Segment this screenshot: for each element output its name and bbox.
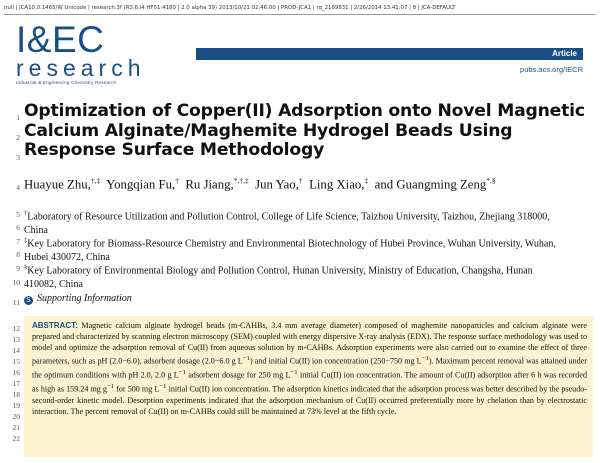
affiliation	[24, 261, 594, 291]
affiliation-line: Key Laboratory for Biomass-Resource Chemistry and Environmental Biotechnology of Hubei Province, Wuhan University, Wuhan,	[27, 238, 556, 250]
author-list	[24, 176, 594, 192]
abstract-text	[32, 320, 587, 417]
supporting-info-label: Supporting Information	[37, 293, 132, 304]
supporting-information-link[interactable]	[24, 293, 132, 305]
abstract-segment: initial Cu(II) ion concentration. The amount of Cu(II) adsorption after 6 h was recorded as high as 159.24 mg g	[32, 370, 587, 394]
abstract-superscript: −1	[159, 382, 167, 390]
abstract-superscript: −1	[421, 355, 429, 363]
author-name[interactable]: Jun Yao,	[255, 177, 299, 192]
logo-sub-text: research	[16, 55, 146, 81]
author-name[interactable]: Huayue Zhu,	[24, 177, 91, 192]
affiliation-mark: ‡	[24, 237, 28, 244]
line-number: 8	[16, 250, 20, 259]
line-number: 16	[12, 368, 20, 377]
line-number: 21	[12, 423, 20, 432]
author-name[interactable]: Ru Jiang,	[185, 177, 234, 192]
abstract-segment: ) and initial Cu(II) ion concentration (250−750 mg L	[249, 356, 422, 366]
author-affiliation-marks: †,‡	[90, 176, 101, 185]
line-number: 18	[12, 390, 20, 399]
abstract-segment: Magnetic calcium alginate hydrogel beads (m-CAHBs, 3.4 mm average diameter) composed of maghemite nanoparticles and calcium alginate were prepared and characterized by scanning electron microscopy (SEM) coupled with energy dispersive X-ray analysis (EDX). The response surface methodology was used to model and optimize the adsorption removal of Cu(II) from aqueous solution by m-CAHBs. Adsorption experiments were also carried out to examine the effect of three parameters, such as pH (2.0−6.0), adsorbent dosage (2.0−6.0 g L	[32, 321, 587, 366]
author-name[interactable]: Yongqian Fu,	[106, 177, 176, 192]
abstract-superscript: −1	[178, 369, 186, 377]
line-number: 12	[12, 324, 20, 333]
author-name[interactable]: and Guangming Zeng	[374, 177, 487, 192]
author-name[interactable]: Ling Xiao,	[309, 177, 365, 192]
logo-tagline: Industrial & Engineering Chemistry Research	[16, 80, 117, 85]
abstract-segment: adsorbent dosage for 250 mg L	[185, 370, 291, 380]
abstract-heading: ABSTRACT:	[32, 321, 78, 330]
line-number: 11	[12, 298, 20, 307]
journal-url-link[interactable]: pubs.acs.org/IECR	[520, 65, 583, 74]
header-divider	[4, 14, 596, 15]
abstract-segment: ). Maximum percent removal was attained under the optimum conditions with pH 2.0, 2.0 g L	[32, 356, 587, 380]
affiliation	[24, 234, 594, 264]
article-title: Optimization of Copper(II) Adsorption onto Novel Magnetic Calcium Alginate/Maghemite Hydrogel Beads Using Response Surface Methodology	[24, 101, 585, 160]
supporting-info-icon: S	[24, 296, 33, 305]
line-number: 13	[12, 335, 20, 344]
line-number: 9	[16, 264, 20, 273]
author-affiliation-marks: †	[175, 176, 179, 185]
line-number: 5	[16, 210, 20, 219]
affiliation-mark: †	[24, 210, 28, 217]
proof-header: null | JCA10.0.1465/W Unicode | research.3f (R3.6.i4 HF01:4180 | 2.0 alpha 39) 2013/10/21 02:46:00 | PROD-JCA1 | rq_2169831 | 2/26/2014 13:41:07 | 8 | JCA-DEFAULT	[4, 5, 456, 11]
affiliation-line: Hubei 430072, China	[24, 251, 110, 263]
journal-logo	[16, 21, 166, 83]
affiliation-line: China	[24, 224, 48, 236]
author-affiliation-marks: †	[298, 176, 303, 185]
article-type-label: Article	[552, 49, 577, 58]
line-number: 2	[16, 133, 20, 142]
abstract-segment: for 500 mg L	[114, 384, 160, 394]
article-type-band	[196, 48, 583, 60]
line-number: 19	[12, 401, 20, 410]
line-number: 20	[12, 412, 20, 421]
line-number: 6	[16, 223, 20, 232]
author-affiliation-marks: *,§	[486, 176, 496, 185]
line-number: 4	[16, 183, 20, 192]
author-affiliation-marks: *,†,‡	[233, 176, 249, 185]
line-number: 14	[12, 346, 20, 355]
line-number: 22	[12, 434, 20, 443]
affiliation-line: Laboratory of Resource Utilization and Pollution Control, College of Life Science, Taizhou University, Taizhou, Zhejiang 318000,	[27, 211, 550, 223]
line-number: 17	[12, 379, 20, 388]
line-number: 10	[12, 278, 20, 287]
abstract-superscript: −1	[290, 369, 298, 377]
line-number: 1	[16, 113, 20, 122]
line-number: 15	[12, 357, 20, 366]
abstract-superscript: −1	[106, 382, 115, 390]
affiliation-line: 410082, China	[24, 278, 83, 290]
line-number: 3	[16, 153, 20, 162]
affiliation	[24, 207, 594, 237]
abstract-superscript: −1	[242, 355, 250, 363]
affiliation-line: Key Laboratory of Environmental Biology and Pollution Control, Hunan University, Ministry of Education, Changsha, Hunan	[27, 265, 533, 277]
logo-main-text: I&EC	[16, 19, 105, 60]
abstract-segment: initial Cu(II) ion concentration. The adsorption kinetics indicated that the adsorption process was better described by the pseudo-second-order kinetic model. Desorption experiments indicated that the adsorption mechanism of Cu(II) occurred preferentially more by chelation than by electrostatic interaction. The percent removal of Cu(II) on m-CAHBs could still be maintained at 73% level at the fifth cycle.	[32, 384, 587, 416]
line-number: 7	[16, 237, 20, 246]
affiliation-mark: §	[24, 264, 28, 271]
author-affiliation-marks: ‡	[364, 176, 369, 185]
